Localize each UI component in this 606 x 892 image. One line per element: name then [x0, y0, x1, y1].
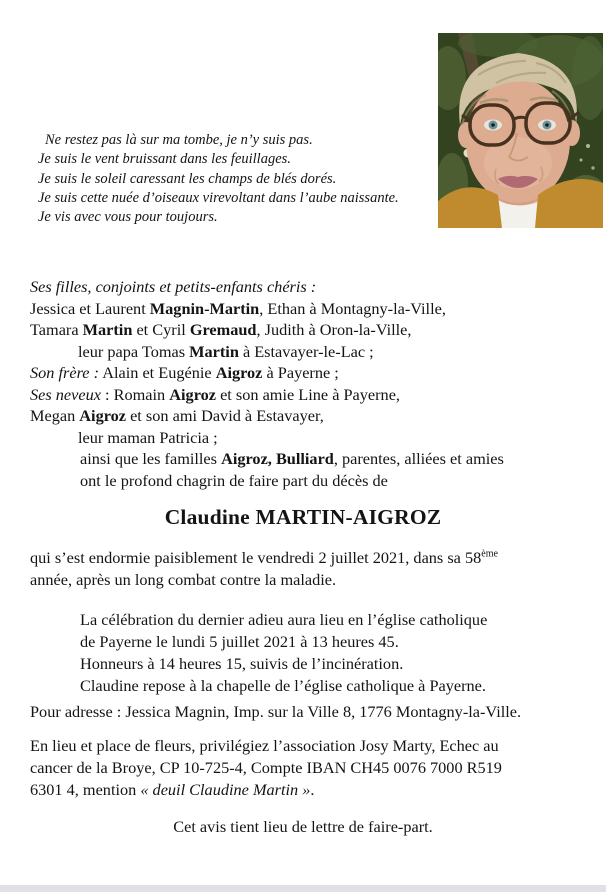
text-line: Je suis le vent bruissant dans les feuillages. — [38, 151, 291, 168]
text-segment: année, après un long combat contre la maladie. — [30, 570, 337, 589]
text-segment: 6301 4, mention — [30, 780, 141, 799]
text-segment: Martin — [189, 341, 239, 361]
text-segment: et Cyril — [132, 320, 190, 339]
text-segment: et son amie Line à Payerne, — [216, 384, 400, 404]
text-segment: Magnin-Martin — [149, 298, 260, 318]
death-notice-block — [30, 547, 498, 591]
text-line — [30, 569, 498, 591]
pupil-left — [491, 123, 495, 127]
text-line — [30, 757, 502, 779]
text-line: La célébration du dernier adieu aura lieu en l’église catholique — [80, 610, 488, 629]
ceremony-block — [80, 609, 487, 697]
text-segment: Martin — [82, 320, 133, 339]
text-segment: ont le profond chagrin de faire part du décès de — [80, 471, 388, 490]
closing-line: Cet avis tient lieu de lettre de faire-part. — [173, 817, 433, 836]
horizontal-scrollbar[interactable] — [0, 885, 606, 892]
text-line: Claudine repose à la chapelle de l’église catholique à Payerne. — [80, 676, 486, 695]
text-line — [30, 427, 446, 449]
text-segment: ainsi que les familles — [80, 449, 222, 468]
text-segment: : Romain — [100, 384, 170, 404]
deceased-name: Claudine MARTIN-AIGROZ — [164, 505, 442, 529]
text-line: Je vis avec vous pour toujours. — [38, 209, 218, 226]
pupil-right — [545, 123, 549, 127]
text-line — [80, 448, 504, 470]
text-line — [30, 405, 446, 427]
text-segment: Aigroz — [169, 384, 216, 404]
text-segment: Son frère : — [30, 363, 100, 382]
text-segment: et son ami David à Estavayer, — [126, 406, 324, 425]
text-line — [30, 298, 446, 320]
foliage-highlight — [580, 159, 583, 162]
family-block — [30, 276, 446, 448]
text-segment: leur maman Patricia ; — [78, 427, 218, 447]
text-segment: à Payerne ; — [262, 363, 339, 382]
donation-block — [30, 735, 502, 801]
text-segment: Tamara — [30, 320, 83, 339]
text-segment: Aigroz, Bulliard — [221, 449, 334, 468]
text-segment: leur papa Tomas — [78, 341, 190, 361]
text-line — [30, 735, 502, 757]
text-segment: En lieu et place de fleurs, privilégiez l’association Josy Marty, Echec au — [30, 736, 499, 755]
text-line: Je suis cette nuée d’oiseaux virevoltant dans l’aube naissante. — [38, 189, 399, 206]
text-segment: . — [310, 780, 315, 799]
text-line: Honneurs à 14 heures 15, suivis de l’incinération. — [80, 654, 404, 673]
announcement-block — [80, 448, 504, 492]
foliage-highlight — [591, 166, 594, 169]
text-segment: , Ethan à Montagny-la-Ville, — [259, 298, 446, 318]
text-segment: Aigroz — [79, 406, 127, 425]
text-line — [30, 779, 502, 801]
text-segment: cancer de la Broye, CP 10-725-4, Compte IBAN CH45 0076 7000 R519 — [30, 758, 502, 777]
text-line — [30, 341, 446, 363]
text-segment: Alain et Eugénie — [99, 363, 216, 382]
text-line — [30, 319, 446, 341]
text-segment: qui s’est endormie paisiblement le vendredi 2 juillet 2021, dans sa 58 — [30, 548, 482, 567]
text-segment: Ses filles, conjoints et petits-enfants chéris : — [30, 277, 317, 296]
foliage-highlight — [586, 144, 590, 148]
text-segment: Megan — [30, 406, 80, 425]
text-line: de Payerne le lundi 5 juillet 2021 à 13 heures 45. — [80, 632, 399, 651]
text-segment: Ses neveux — [30, 384, 101, 404]
text-segment: , parentes, alliées et amies — [333, 449, 504, 468]
text-segment: Jessica et Laurent — [30, 298, 150, 318]
text-line — [80, 470, 504, 492]
text-line — [30, 362, 446, 384]
portrait-illustration — [438, 33, 603, 228]
text-segment: Aigroz — [215, 363, 263, 382]
text-segment: ème — [481, 548, 498, 560]
text-line: Je suis le soleil caressant les champs de blés dorés. — [38, 170, 337, 187]
text-segment: à Estavayer-le-Lac ; — [238, 341, 374, 361]
text-segment: « deuil Claudine Martin » — [140, 780, 311, 799]
text-line — [30, 547, 498, 569]
portrait-photo — [438, 33, 603, 228]
text-line — [30, 276, 446, 298]
poem-block — [38, 131, 399, 227]
text-segment: Gremaud — [189, 320, 257, 339]
address-line: Pour adresse : Jessica Magnin, Imp. sur la Ville 8, 1776 Montagny-la-Ville. — [30, 702, 522, 721]
text-segment: , Judith à Oron-la-Ville, — [256, 320, 412, 339]
text-line — [30, 384, 446, 406]
text-line: Ne restez pas là sur ma tombe, je n’y suis pas. — [45, 132, 313, 148]
